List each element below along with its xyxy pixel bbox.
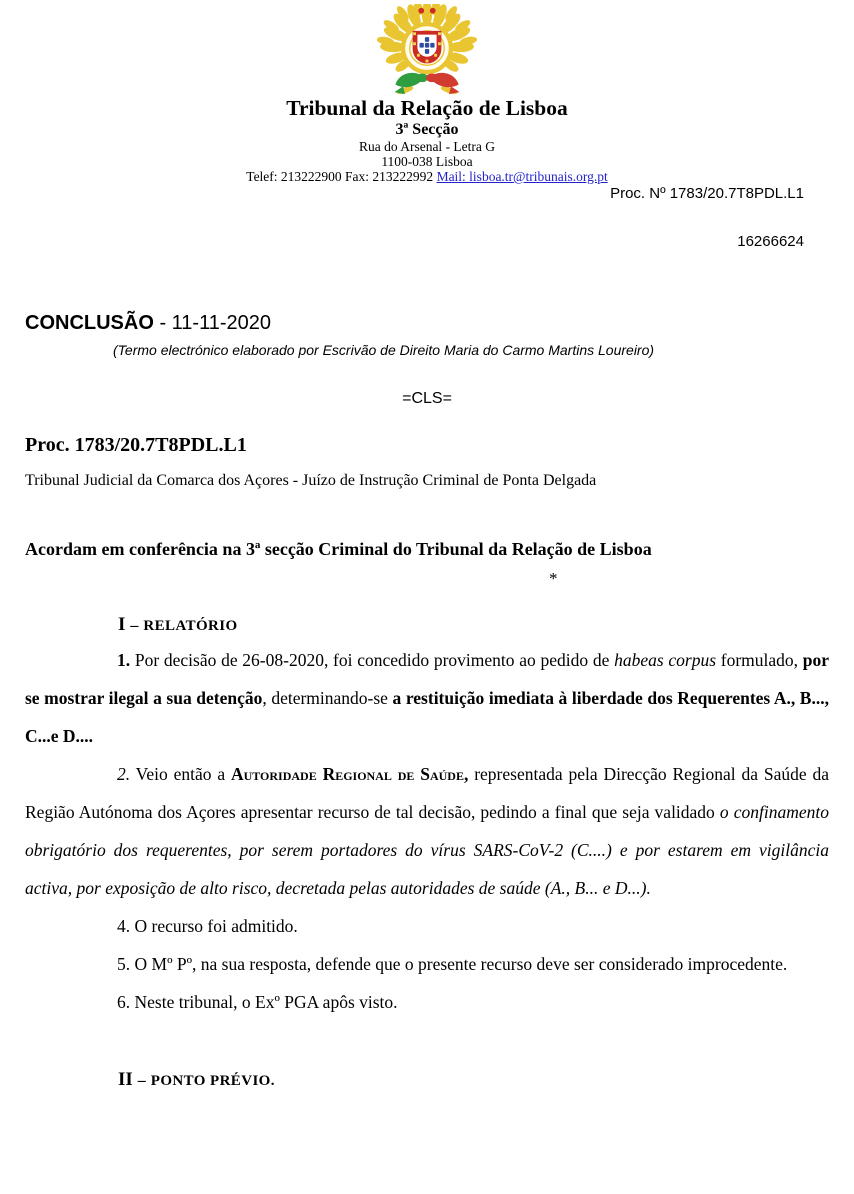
paragraph-number: 4. [117, 916, 131, 936]
paragraph-number: 6. [117, 992, 131, 1012]
asterisk-separator: * [549, 569, 558, 588]
section-dash: – [130, 617, 139, 634]
paragraph-number: 2. [117, 764, 131, 784]
conclusao-label: CONCLUSÃO [25, 312, 154, 334]
process-reference: Proc. Nº 1783/20.7T8PDL.L1 [610, 185, 804, 202]
case-number: Proc. 1783/20.7T8PDL.L1 [25, 434, 247, 456]
address-line-1: Rua do Arsenal - Letra G [358, 139, 496, 154]
letterhead [0, 0, 854, 185]
section-heading-ponto-previo [118, 1068, 854, 1093]
entity-name: Autoridade Regional de Saúde, [230, 764, 469, 784]
section-title: RELATÓRIO [143, 618, 238, 634]
paragraph-4: 4. O recurso foi admitido. [117, 916, 298, 936]
cls-marker: =CLS= [402, 390, 452, 407]
mail-link[interactable]: Mail: lisboa.tr@tribunais.org.pt [436, 169, 608, 184]
document-number: 16266624 [737, 233, 804, 250]
contact-line [0, 169, 854, 185]
court-name: Tribunal da Relação de Lisboa [286, 96, 568, 120]
paragraph-number: 1. [117, 650, 131, 670]
paragraph-5: 5. O Mº Pº, na sua resposta, defende que o presente recurso deve ser considerado improcedente. [117, 954, 788, 974]
origin-court: Tribunal Judicial da Comarca dos Açores - Juízo de Instrução Criminal de Ponta Delgada [25, 472, 597, 489]
portuguese-coat-of-arms-icon [342, 4, 512, 96]
paragraph-1: 1. Por decisão de 26-08-2020, foi concedido provimento ao pedido de habeas corpus formulado, por se mostrar ilegal a sua detenção, determinando-se a restituição imediata à liberdade dos Requerentes A., B..., C...e D.... [25, 650, 829, 746]
court-section: 3ª Secção [395, 121, 459, 138]
address-line-2: 1100-038 Lisboa [381, 154, 473, 169]
conclusao-date: - 11-11-2020 [153, 312, 271, 334]
section-title: PONTO PRÉVIO. [150, 1073, 275, 1089]
paragraph-number: 5. [117, 954, 131, 974]
section-numeral: II [118, 1069, 133, 1090]
phone-fax: Telef: 213222900 Fax: 213222992 [246, 169, 437, 184]
section-numeral: I [118, 614, 126, 635]
section-dash: – [137, 1072, 146, 1089]
section-heading-relatorio [118, 613, 854, 638]
acordam-heading: Acordam em conferência na 3ª secção Criminal do Tribunal da Relação de Lisboa [25, 539, 652, 559]
conclusao-line [25, 311, 854, 335]
paragraph-6: 6. Neste tribunal, o Exº PGA apôs visto. [117, 992, 398, 1012]
termo-note: (Termo electrónico elaborado por Escrivão de Direito Maria do Carmo Martins Loureiro) [113, 342, 655, 358]
paragraph-2: 2. Veio então a Autoridade Regional de Saúde, representada pela Direcção Regional da Saúde da Região Autónoma dos Açores apresentar recurso de tal decisão, pedindo a final que seja validado o confinamento obrigatório dos requerentes, por serem portadores do vírus SARS-CoV-2 (C....) e por estarem em vigilância activa, por exposição de alto risco, decretada pelas autoridades de saúde (A., B... e D...). [25, 764, 830, 898]
